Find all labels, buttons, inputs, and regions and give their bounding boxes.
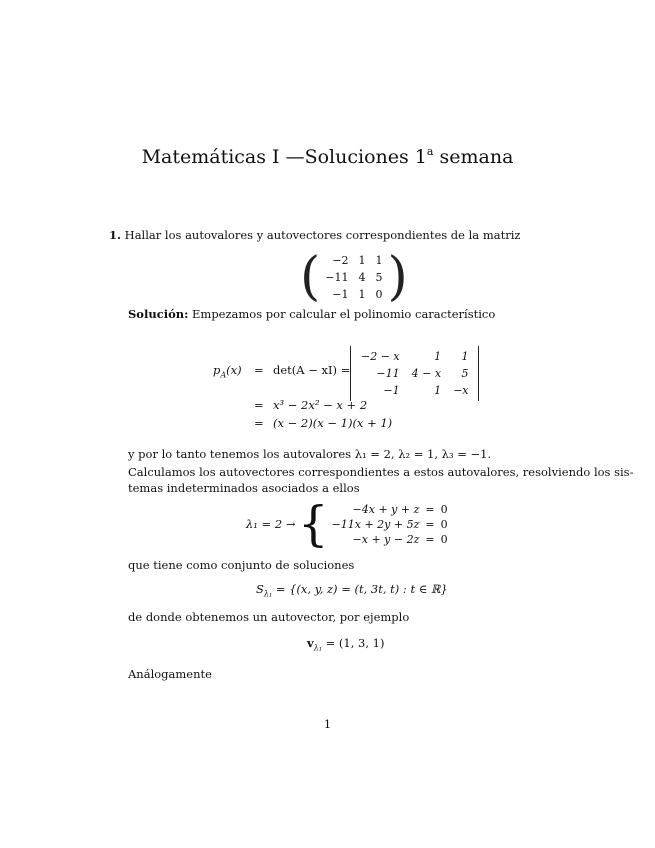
det-cell: −1 bbox=[383, 384, 400, 397]
vector-subscript: λ₁ bbox=[313, 643, 322, 653]
matrix-cell: −1 bbox=[332, 287, 349, 301]
system-cell: 0 bbox=[440, 502, 448, 516]
matrix-row bbox=[320, 269, 387, 286]
problem-matrix bbox=[300, 247, 408, 307]
matrix-cell: 1 bbox=[375, 253, 383, 267]
right-paren: ) bbox=[387, 247, 408, 307]
system-table bbox=[329, 502, 451, 547]
set-symbol: S bbox=[256, 582, 264, 596]
system-cell: −11x + 2y + 5z bbox=[331, 517, 420, 531]
title-superscript: a bbox=[426, 145, 434, 158]
vector-text: de donde obtenemos un autovector, por ejemplo bbox=[128, 610, 410, 624]
vector-symbol: v bbox=[307, 636, 314, 650]
det-cell: 1 bbox=[434, 350, 442, 363]
eigenvalues-text: y por lo tanto tenemos los autovalores λ₁ = 2, λ₂ = 1, λ₃ = −1. bbox=[128, 447, 492, 461]
solution-intro-text: Empezamos por calcular el polinomio característico bbox=[192, 307, 496, 321]
system-row bbox=[329, 502, 451, 517]
compute-text-line1: Calculamos los autovectores correspondientes a estos autovalores, resolviendo los sis- bbox=[128, 465, 634, 479]
det-row bbox=[355, 348, 474, 365]
linear-system bbox=[298, 496, 451, 552]
det-cell: −2 − x bbox=[361, 350, 400, 363]
poly-symbol: p bbox=[213, 363, 221, 377]
det-table bbox=[355, 348, 474, 399]
system-cell: −x + y − 2z bbox=[352, 532, 420, 546]
char-poly-lhs bbox=[213, 363, 242, 379]
title-tail: semana bbox=[433, 146, 514, 168]
solution-set-text: que tiene como conjunto de soluciones bbox=[128, 558, 355, 572]
title-main: Matemáticas I —Soluciones 1 bbox=[141, 146, 427, 168]
matrix-cell: −11 bbox=[325, 270, 349, 284]
matrix-cell: 0 bbox=[375, 287, 383, 301]
poly-argument: (x) bbox=[226, 363, 242, 377]
det-cell: 5 bbox=[461, 367, 469, 380]
system-cell: 0 bbox=[440, 517, 448, 531]
det-expression: det(A − xI) = bbox=[273, 363, 351, 377]
problem-line bbox=[109, 228, 520, 242]
solution-intro bbox=[128, 307, 495, 321]
matrix-cell: 5 bbox=[375, 270, 383, 284]
set-subscript: λ₁ bbox=[263, 589, 273, 599]
poly-expanded: x³ − 2x² − x + 2 bbox=[273, 398, 368, 412]
system-cell: 0 bbox=[440, 532, 448, 546]
problem-number: 1. bbox=[109, 228, 122, 242]
system-lhs: λ₁ = 2 → bbox=[246, 517, 296, 531]
solution-set bbox=[256, 582, 448, 598]
matrix-row bbox=[320, 286, 387, 303]
vector-value: = (1, 3, 1) bbox=[321, 636, 385, 650]
equals-sign: = bbox=[254, 398, 264, 412]
set-definition: = {(x, y, z) = (t, 3t, t) : t ∈ ℝ} bbox=[272, 582, 448, 596]
problem-statement: Hallar los autovalores y autovectores correspondientes de la matriz bbox=[124, 228, 521, 242]
system-cell: = bbox=[425, 532, 435, 546]
compute-text-line2: temas indeterminados asociados a ellos bbox=[128, 481, 360, 495]
closing-text: Análogamente bbox=[128, 667, 212, 681]
matrix-table bbox=[320, 252, 387, 303]
left-paren: ( bbox=[300, 247, 321, 307]
determinant bbox=[350, 346, 479, 401]
equals-sign: = bbox=[254, 416, 264, 430]
solution-label: Solución: bbox=[128, 307, 189, 321]
det-cell: 1 bbox=[434, 384, 442, 397]
det-cell: −11 bbox=[376, 367, 400, 380]
left-brace: { bbox=[298, 496, 329, 552]
poly-subscript: A bbox=[220, 370, 227, 380]
det-cell: 1 bbox=[461, 350, 469, 363]
det-row bbox=[355, 382, 474, 399]
matrix-row bbox=[320, 252, 387, 269]
system-row bbox=[329, 517, 451, 532]
eigenvector bbox=[307, 636, 384, 652]
det-cell: −x bbox=[453, 384, 469, 397]
system-cell: = bbox=[425, 517, 435, 531]
matrix-cell: 1 bbox=[358, 253, 366, 267]
equals-sign: = bbox=[254, 363, 264, 377]
system-row bbox=[329, 532, 451, 547]
matrix-cell: 1 bbox=[358, 287, 366, 301]
det-cell: 4 − x bbox=[411, 367, 442, 380]
matrix-cell: −2 bbox=[332, 253, 349, 267]
system-cell: −4x + y + z bbox=[352, 502, 420, 516]
det-row bbox=[355, 365, 474, 382]
system-cell: = bbox=[425, 502, 435, 516]
page-title bbox=[0, 145, 655, 168]
poly-factored: (x − 2)(x − 1)(x + 1) bbox=[273, 416, 393, 430]
matrix-cell: 4 bbox=[358, 270, 366, 284]
page-number: 1 bbox=[323, 717, 332, 731]
